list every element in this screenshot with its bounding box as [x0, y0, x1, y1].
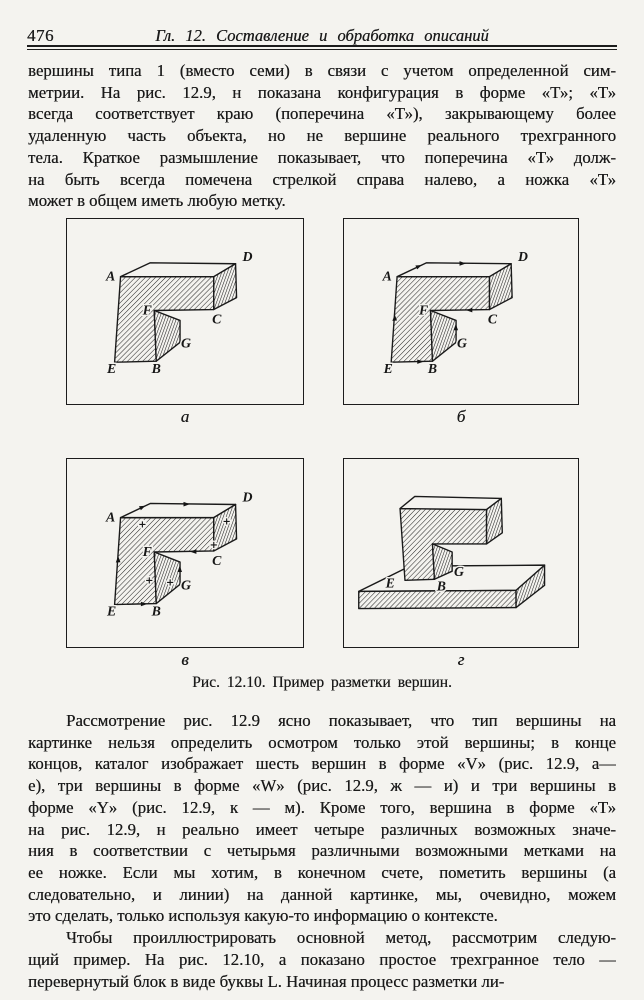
vertex-label-A: A — [382, 268, 392, 284]
panel-letter-a: а — [180, 407, 190, 426]
panel-letter-v: в — [181, 650, 189, 669]
vertex-label-C: C — [212, 312, 222, 328]
panel-letter-g: г — [457, 650, 465, 669]
text-line: е), три вершины в форме «W» (рис. 12.9, ж — и) и три вершины в — [28, 776, 616, 796]
text-line: тела. Краткое размышление показывает, что поперечина «Т» долж- — [28, 147, 616, 167]
figure-panel-a-drawing — [67, 219, 303, 404]
text-line: может в общем иметь любую метку. — [28, 191, 286, 211]
plus-mark: + — [165, 577, 175, 589]
plus-mark: + — [138, 519, 147, 531]
text-line: щий пример. На рис. 12.10, а показано простое трехгранное тело — — [28, 949, 616, 969]
vertex-label-E: E — [383, 361, 393, 377]
text-block — [28, 710, 616, 992]
figure-panel-b-drawing — [344, 219, 578, 404]
running-head: Гл. 12. Составление и обработка описаний — [155, 26, 489, 45]
text-line: всегда соответствует краю (поперечина «Т»), закрывающему более — [28, 104, 616, 124]
vertex-label-C: C — [212, 554, 222, 570]
text-line: следовательно, и линии) на данной картинке, мы, очевидно, можем — [28, 884, 616, 904]
text-line: на быть всегда помечена стрелкой справа налево, а ножка «Т» — [28, 169, 616, 189]
block-top-face — [400, 496, 501, 509]
vertex-label-A: A — [106, 510, 116, 526]
vertex-label-B: B — [151, 362, 161, 378]
text-line: концов, каталог изображает шесть вершин в форме «V» (рис. 12.9, а— — [28, 754, 616, 774]
page-number: 476 — [27, 26, 54, 45]
figure-caption: Рис. 12.10. Пример разметки вершин. — [192, 674, 452, 691]
text-line: на рис. 12.9, н реально имеет четыре различных возможных значе- — [28, 819, 616, 839]
vertex-label-F: F — [142, 544, 152, 561]
vertex-label-G: G — [457, 335, 467, 351]
vertex-label-F: F — [419, 302, 429, 318]
vertex-label-E: E — [385, 576, 395, 592]
text-line: метрии. На рис. 12.9, н показана конфигурация в форме «Т»; «Т» — [28, 82, 616, 102]
paragraph — [28, 710, 616, 927]
vertex-label-G: G — [180, 336, 192, 352]
figure-panel-g — [343, 458, 579, 648]
text-line: перевернутый блок в виде буквы L. Начиная процесс разметки ли- — [28, 971, 505, 991]
panel-letter-b: б — [456, 407, 466, 426]
vertex-label-F: F — [142, 303, 152, 319]
vertex-label-B: B — [151, 604, 161, 620]
text-line: вершины типа 1 (вместо семи) в связи с учетом определенной сим- — [28, 61, 616, 80]
vertex-label-D: D — [242, 490, 253, 506]
figure-panel-v — [66, 458, 304, 648]
vertex-label-G: G — [180, 578, 192, 594]
vertex-label-E: E — [106, 362, 117, 378]
paragraph — [28, 60, 616, 212]
plus-mark: + — [209, 539, 218, 551]
vertex-label-G: G — [454, 565, 465, 581]
text-line: это сделать, только используя какую-то информацию о контексте. — [28, 906, 498, 926]
vertex-label-D: D — [517, 248, 528, 264]
figure-panel-g-drawing — [344, 459, 578, 647]
text-line: удаленную часть объекта, но не вершине реального трехгранного — [28, 126, 616, 146]
plus-mark: + — [145, 575, 154, 587]
plus-mark: + — [222, 516, 231, 528]
vertex-label-E: E — [106, 604, 117, 620]
text-line: ния в соответствии с четырьмя различными возможными метками на — [28, 841, 616, 861]
header-rule — [27, 45, 617, 53]
text-line: ее ножке. Если мы хотим, в конечном счете, пометить вершины (а — [28, 863, 616, 883]
block-leg-side-face — [431, 311, 457, 362]
vertex-label-C: C — [487, 311, 498, 327]
vertex-label-B: B — [436, 579, 446, 595]
paragraph — [28, 927, 616, 992]
text-line: форме «Y» (рис. 12.9, к — м). Кроме того, вершина в форме «Т» — [28, 797, 616, 817]
vertex-label-B: B — [427, 361, 438, 377]
text-line: картинке нельзя определить осмотром только этой вершины; в конце — [28, 732, 616, 752]
text-line: Рассмотрение рис. 12.9 ясно показывает, что тип вершины на — [66, 711, 616, 730]
vertex-label-A: A — [106, 269, 116, 285]
figure-panel-v-drawing — [67, 459, 303, 647]
block-leg-side-face — [154, 311, 180, 362]
vertex-label-D: D — [242, 249, 253, 265]
figure-panel-a — [66, 218, 304, 405]
text-line: Чтобы проиллюстрировать основной метод, рассмотрим следую- — [66, 928, 616, 948]
figure-panel-b — [343, 218, 579, 405]
